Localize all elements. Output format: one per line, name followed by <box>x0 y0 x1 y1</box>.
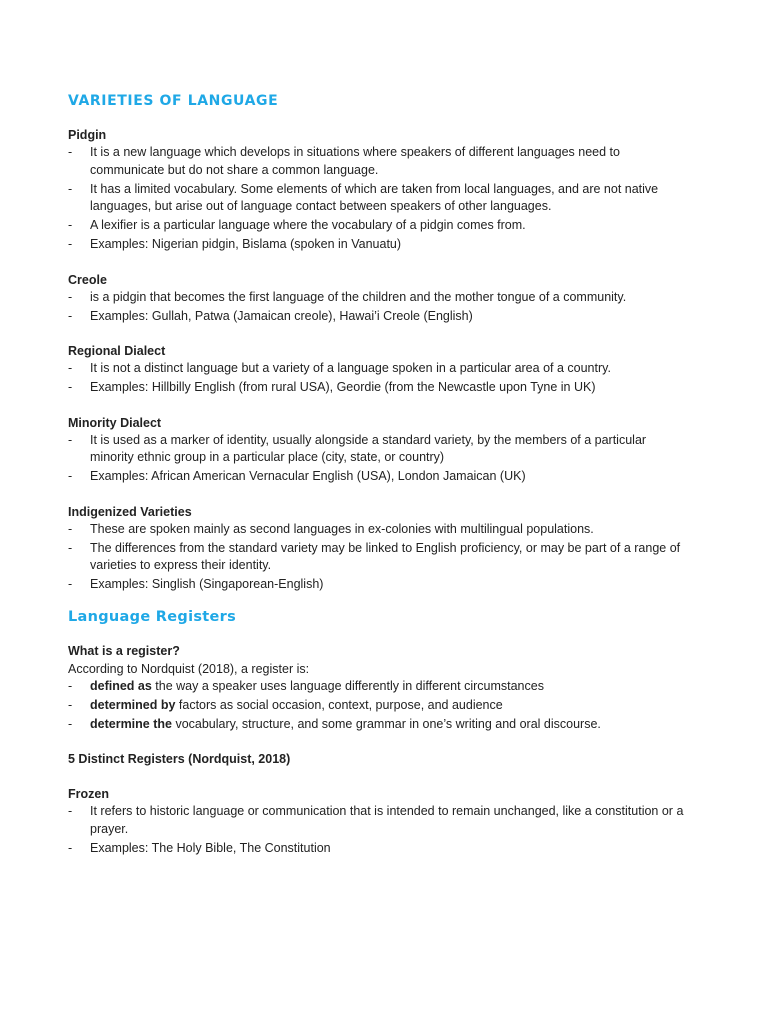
dash-bullet: - <box>68 181 73 196</box>
list-item <box>68 379 688 397</box>
list-item <box>68 540 688 575</box>
dash-bullet: - <box>68 540 73 555</box>
dash-bullet: - <box>68 804 73 818</box>
section-what-is-register <box>68 642 688 734</box>
list-item-text: is a pidgin that becomes the first language of the children and the mother tongue of a community. <box>90 289 627 304</box>
section-indigenized-varieties <box>68 503 688 594</box>
section-title: Pidgin <box>68 128 107 142</box>
intro-text: According to Nordquist (2018), a register is: <box>68 661 310 676</box>
section-minority-dialect <box>68 414 688 486</box>
list-item-text: factors as social occasion, context, purpose, and audience <box>175 697 503 712</box>
dash-bullet: - <box>68 289 73 304</box>
section-regional-dialect <box>68 342 688 397</box>
list-item-text: vocabulary, structure, and some grammar in one’s writing and oral discourse. <box>171 716 601 731</box>
dash-bullet: - <box>68 308 73 323</box>
section-title: Creole <box>68 272 107 287</box>
section-creole <box>68 271 688 326</box>
list-item-text: Examples: Nigerian pidgin, Bislama (spoken in Vanuatu) <box>90 237 402 251</box>
dash-bullet: - <box>68 380 73 394</box>
list-item <box>68 181 688 216</box>
dash-bullet: - <box>68 840 73 855</box>
dash-bullet: - <box>68 218 73 232</box>
list-item-text: Examples: The Holy Bible, The Constitution <box>90 840 331 855</box>
list-item-text: It is not a distinct language but a variety of a language spoken in a particular area of a country. <box>90 361 611 375</box>
bullet-list <box>68 521 688 594</box>
list-item <box>68 289 688 307</box>
bullet-list <box>68 432 688 486</box>
list-item-text: It is used as a marker of identity, usually alongside a standard variety, by the members of a particular minority ethnic group in a particular place (city, state, or country) <box>90 432 647 464</box>
list-item <box>68 236 688 254</box>
list-item-bold: defined as <box>90 678 152 693</box>
dash-bullet: - <box>68 678 73 693</box>
dash-bullet: - <box>68 697 73 712</box>
dash-bullet: - <box>68 716 73 731</box>
heading-varieties-of-language: VARIETIES OF LANGUAGE <box>68 93 279 109</box>
section-distinct-registers <box>68 750 688 768</box>
list-item <box>68 521 688 539</box>
list-item <box>68 308 688 326</box>
list-item <box>68 803 688 838</box>
bullet-list <box>68 289 688 326</box>
bullet-list <box>68 678 688 734</box>
heading-language-registers: Language Registers <box>68 608 237 625</box>
list-item-text: It is a new language which develops in situations where speakers of different languages need to communicate but do not share a common language. <box>90 145 620 177</box>
section-title: Indigenized Varieties <box>68 504 192 519</box>
list-item-text: the way a speaker uses language differently in different circumstances <box>151 678 544 693</box>
list-item-text: It refers to historic language or communication that is intended to remain unchanged, like a constitution or a prayer. <box>90 804 684 836</box>
list-item <box>68 576 688 594</box>
section-title: Minority Dialect <box>68 415 162 430</box>
section-frozen <box>68 785 688 857</box>
bullet-list <box>68 360 688 397</box>
list-item <box>68 217 688 235</box>
list-item <box>68 678 688 696</box>
bullet-list <box>68 144 688 254</box>
list-item-text: It has a limited vocabulary. Some elements of which are taken from local languages, and are not native languages, but arise out of language contact between speakers of other languages. <box>90 181 659 213</box>
dash-bullet: - <box>68 432 73 447</box>
section-title: Frozen <box>68 787 109 801</box>
dash-bullet: - <box>68 145 73 159</box>
list-item-text: Examples: Gullah, Patwa (Jamaican creole), Hawai’i Creole (English) <box>90 308 473 323</box>
dash-bullet: - <box>68 469 73 483</box>
list-item-text: The differences from the standard variety may be linked to English proficiency, or may be part of a range of varieties to express their identity. <box>90 540 681 572</box>
dash-bullet: - <box>68 577 73 591</box>
list-item <box>68 468 688 486</box>
list-item <box>68 432 688 467</box>
list-item <box>68 840 688 858</box>
section-title: What is a register? <box>68 643 180 658</box>
list-item <box>68 144 688 179</box>
list-item-bold: determine the <box>90 716 172 731</box>
dash-bullet: - <box>68 361 73 375</box>
section-title: 5 Distinct Registers (Nordquist, 2018) <box>68 752 291 766</box>
list-item-text: Examples: African American Vernacular English (USA), London Jamaican (UK) <box>90 469 526 483</box>
dash-bullet: - <box>68 521 73 536</box>
list-item-text: Examples: Hillbilly English (from rural USA), Geordie (from the Newcastle upon Tyne in UK) <box>90 380 596 394</box>
list-item-text: A lexifier is a particular language where the vocabulary of a pidgin comes from. <box>90 218 526 232</box>
bullet-list <box>68 803 688 857</box>
section-pidgin <box>68 126 688 254</box>
list-item <box>68 697 688 715</box>
list-item-bold: determined by <box>90 697 176 712</box>
list-item <box>68 360 688 378</box>
dash-bullet: - <box>68 237 73 251</box>
list-item-text: Examples: Singlish (Singaporean-English) <box>90 577 324 591</box>
list-item <box>68 716 688 734</box>
list-item-text: These are spoken mainly as second languages in ex-colonies with multilingual populations. <box>90 521 594 536</box>
section-title: Regional Dialect <box>68 344 166 358</box>
